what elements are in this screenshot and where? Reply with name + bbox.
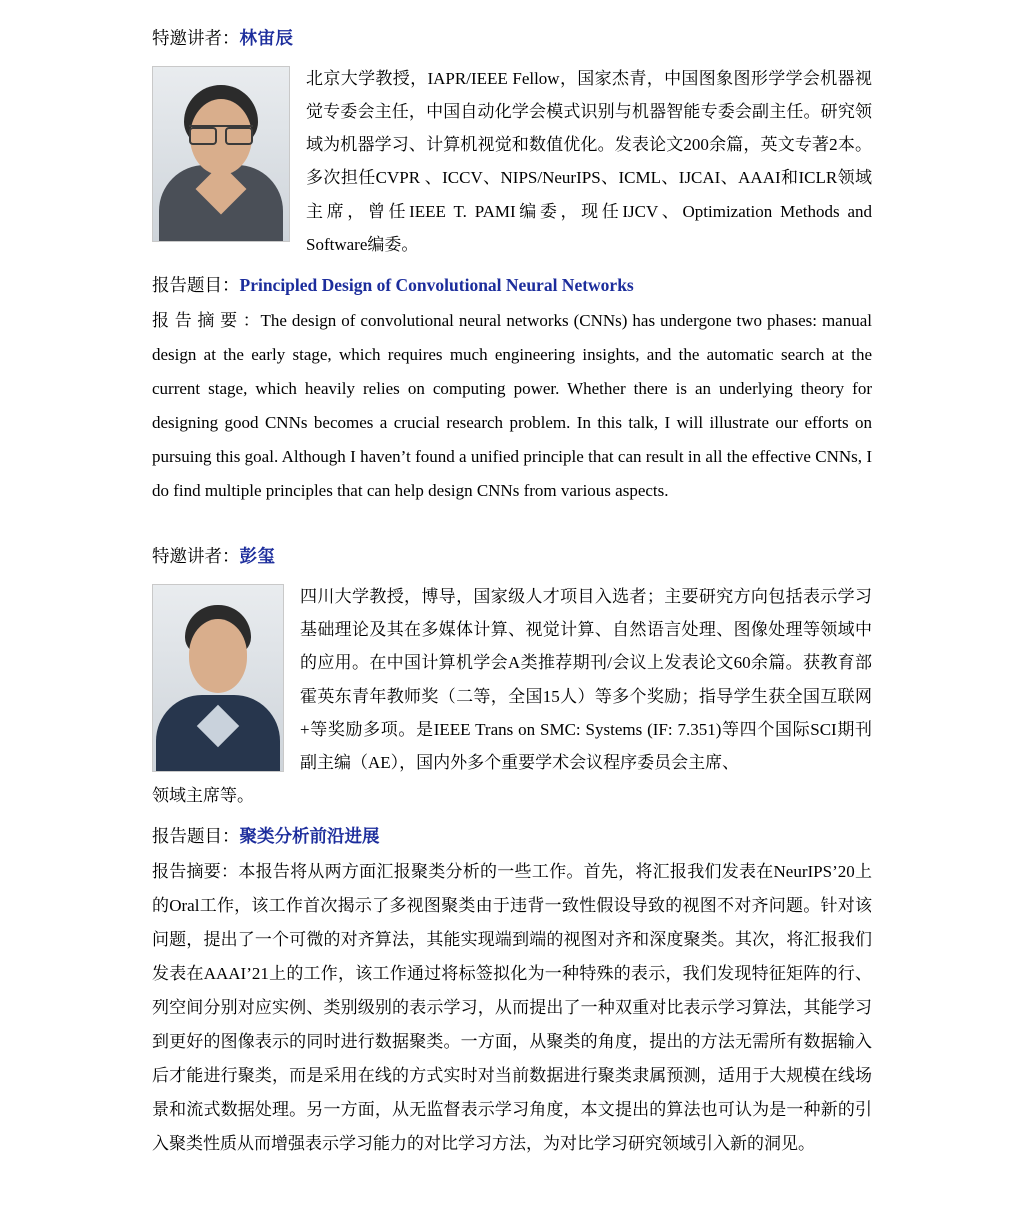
abstract-label-2: 报告摘要：: [152, 862, 239, 882]
talk-title-1: Principled Design of Convolutional Neural Networks: [239, 274, 634, 295]
glasses-icon: [189, 125, 253, 143]
speaker-label-1: 特邀讲者：: [152, 28, 240, 48]
portrait-photo-2: [152, 584, 284, 772]
abstract-text-2: 本报告将从两方面汇报聚类分析的一些工作。首先，将汇报我们发表在NeurIPS’20上的Oral工作，该工作首次揭示了多视图聚类由于违背一致性假设导致的视图不对齐问题。针对该问题，提出了一个可微的对齐算法，其能实现端到端的视图对齐和深度聚类。其次，将汇报我们发表在AAAI’21上的工作，该工作通过将标签拟化为一种特殊的表示，我们发现特征矩阵的行、列空间分别对应实例、类别级别的表示学习，从而提出了一种双重对比表示学习算法，其能学习到更好的图像表示的同时进行数据聚类。一方面，从聚类的角度，提出的方法无需所有数据输入后才能进行聚类，而是采用在线的方式实时对当前数据进行聚类隶属预测，适用于大规模在线场景和流式数据处理。另一方面，从无监督表示学习角度，本文提出的算法也可认为是一种新的引入聚类性质从而增强表示学习能力的对比学习方法，为对比学习研究领域引入新的洞见。: [152, 862, 873, 1154]
talk-title-line-1: [152, 269, 872, 302]
speaker-label-2: 特邀讲者：: [152, 546, 240, 567]
portrait-photo-1: [152, 66, 290, 242]
abstract-block-2: [152, 855, 872, 1161]
speaker-heading-1: [152, 24, 872, 52]
speaker-heading-2: [152, 542, 872, 570]
bio-block-2: [152, 580, 872, 779]
talk-title-line-2: [152, 820, 872, 853]
speaker-bio-1: 北京大学教授，IAPR/IEEE Fellow，国家杰青，中国图象图形学学会机器视觉专委会主任，中国自动化学会模式识别与机器智能专委会副主任。研究领域为机器学习、计算机视觉和数值优化。发表论文200余篇，英文专著2本。多次担任CVPR 、ICCV、NIPS/NeurIPS、ICML、IJCAI、AAAI和ICLR领域主席，曾任IEEE T. PAMI编委，现任IJCV、Optimization Methods and Software编委。: [306, 69, 872, 254]
speaker-name-2: 彭玺: [239, 546, 276, 567]
portrait-face-2: [189, 619, 247, 693]
talk-title-label-2: 报告题目：: [152, 826, 240, 847]
bio-block-1: [152, 62, 872, 261]
speaker-name-1: 林宙辰: [239, 28, 294, 48]
section-spacer: [152, 508, 872, 536]
abstract-label-1: 报 告 摘 要 ：: [152, 311, 261, 331]
speaker-bio-2-tail: 领域主席等。: [152, 785, 254, 805]
speaker-bio-2: 四川大学教授，博导，国家级人才项目入选者；主要研究方向包括表示学习基础理论及其在多媒体计算、视觉计算、自然语言处理、图像处理等领域中的应用。在中国计算机学会A类推荐期刊/会议上发表论文60余篇。获教育部霍英东青年教师奖（二等，全国15人）等多个奖励；指导学生获全国互联网+等奖励多项。是IEEE Trans on SMC: Systems (IF: 7.351)等四个国际SCI期刊副主编（AE），国内外多个重要学术会议程序委员会主席、: [300, 587, 872, 772]
abstract-block-1: [152, 304, 872, 508]
abstract-text-1: The design of convolutional neural networks (CNNs) has undergone two phases: manual design at the early stage, which requires much engineering insights, and the automatic search at the current stage, which heavily relies on computing power. Whether there is an underlying theory for designing good CNNs becomes a crucial research problem. In this talk, I will illustrate our efforts on pursuing this goal. Although I haven’t found a unified principle that can result in all the effective CNNs, I do find multiple principles that can help design CNNs from various aspects.: [152, 311, 872, 501]
talk-title-label-1: 报告题目：: [152, 274, 240, 295]
talk-title-2: 聚类分析前沿进展: [239, 826, 380, 847]
